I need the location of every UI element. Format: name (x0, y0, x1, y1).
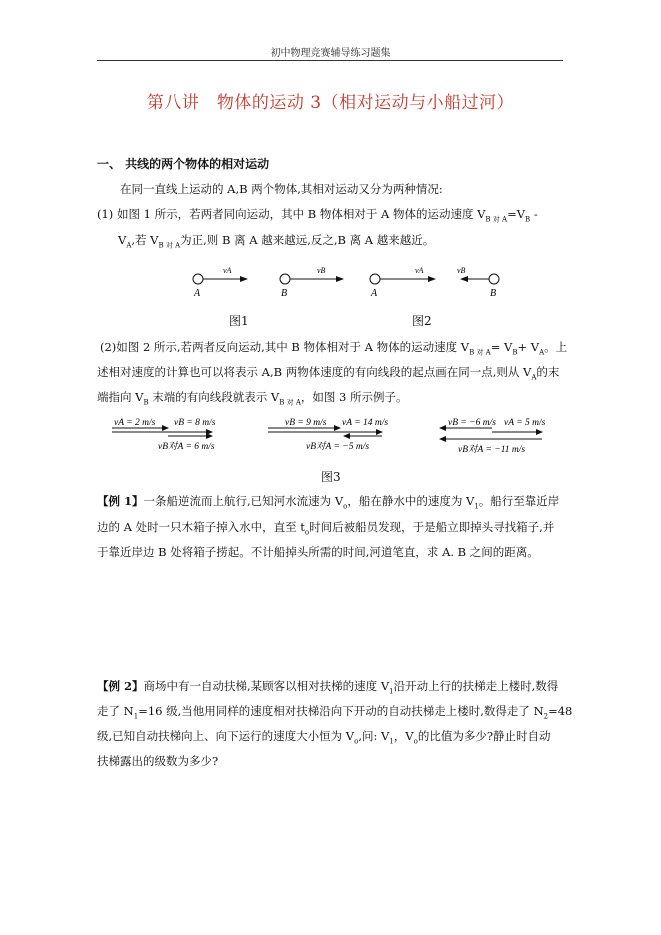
page-title: 第八讲 物体的运动 3（相对运动与小船过河） (146, 93, 515, 113)
object-b-icon (280, 274, 290, 284)
case1-line1: (1) 如图 1 所示，若两者同向运动，其中 B 物体相对于 A 物体的运动速度 $V_{B 对 A}=V_B$ - (97, 207, 538, 224)
example1-line2: 边的 A 处时一只木箱子掉入水中，直至 $t_o$时间后被船员发现，于是船立即掉头寻找箱子,并 (97, 520, 555, 537)
header-divider (97, 60, 563, 61)
fig3-ex1-vBA: vB对A = 6 m/s (158, 442, 215, 452)
fig2-label-B: B (490, 288, 497, 299)
fig3-ex3-vB: vB = −6 m/s (448, 418, 496, 428)
example1-line3: 于靠近岸边 B 处将箱子捞起。不计船掉头所需的时间,河道笔直，求 A. B 之间的距离。 (97, 545, 539, 559)
figure-3-caption: 图3 (321, 470, 341, 484)
object-b-icon (489, 274, 499, 284)
fig2-label-vB: vB (457, 266, 466, 275)
intro-paragraph: 在同一直线上运动的 A,B 两个物体,其相对运动又分为两种情况: (120, 182, 443, 196)
fig3-ex2-vBA: vB对A = −5 m/s (306, 442, 370, 452)
figure-2-caption: 图2 (412, 314, 432, 328)
fig3-ex1-vA: vA = 2 m/s (114, 418, 156, 428)
fig1-label-vB: vB (317, 266, 326, 275)
example2-line2: 走了 $N_1=16$ 级,当他用同样的速度相对扶梯沿向下开动的自动扶梯走上楼时,数得走了 $N_2=48$ (97, 704, 573, 721)
case2-line2: 述相对速度的计算也可以将表示 A,B 两物体速度的有向线段的起点画在同一点,则从 $V_A$的末 (97, 365, 560, 382)
example2-line1: 【例 2】商场中有一自动扶梯,某顾客以相对扶梯的速度 $V_1$沿开动上行的扶梯走上楼时,数得 (97, 679, 559, 696)
case2-line1: (2)如图 2 所示,若两者反向运动,其中 B 物体相对于 A 物体的运动速度 $V_{B 对 A}= V_B+ V_A$。上 (100, 340, 568, 357)
figure-1-caption: 图1 (229, 314, 249, 328)
fig3-ex1-vB: vB = 8 m/s (174, 418, 216, 428)
fig3-ex3-vBA: vB对A = −11 m/s (458, 445, 526, 455)
running-header: 初中物理竞赛辅导练习题集 (270, 48, 391, 59)
figure-1-2 (185, 262, 515, 302)
fig3-ex2-vA: vA = 14 m/s (342, 418, 389, 428)
example2-line4: 扶梯露出的级数为多少? (97, 754, 219, 768)
object-a-icon (370, 274, 380, 284)
fig1-label-B: B (281, 288, 288, 299)
case1-line2: $V_A$,若 $V_{B 对 A}$为正,则 B 离 A 越来越远,反之,B 离 A 越来越近。 (118, 233, 435, 250)
example2-line3: 级,已知自动扶梯向上、向下运行的速度大小恒为 $V_o$,问: $V_1$，$V_o$的比值为多少?静止时自动 (97, 729, 551, 746)
fig1-label-vA: vA (223, 266, 232, 275)
fig2-label-A: A (371, 288, 378, 299)
object-a-icon (193, 274, 203, 284)
example1-line1: 【例 1】一条船逆流而上航行,已知河水流速为 $V_o$，船在静水中的速度为 $V_1$。船行至靠近岸 (97, 494, 560, 511)
fig1-label-A: A (194, 288, 201, 299)
figure-3 (110, 412, 560, 462)
fig3-ex3-vA: vA = 5 m/s (504, 418, 546, 428)
case2-line3: 端指向 $V_B$ 末端的有向线段就表示 $V_{B 对 A}$，如图 3 所示例子。 (97, 390, 408, 407)
fig3-ex2-vB: vB = 9 m/s (285, 418, 327, 428)
fig2-label-vA: vA (415, 266, 424, 275)
section-heading: 一、 共线的两个物体的相对运动 (97, 157, 270, 171)
